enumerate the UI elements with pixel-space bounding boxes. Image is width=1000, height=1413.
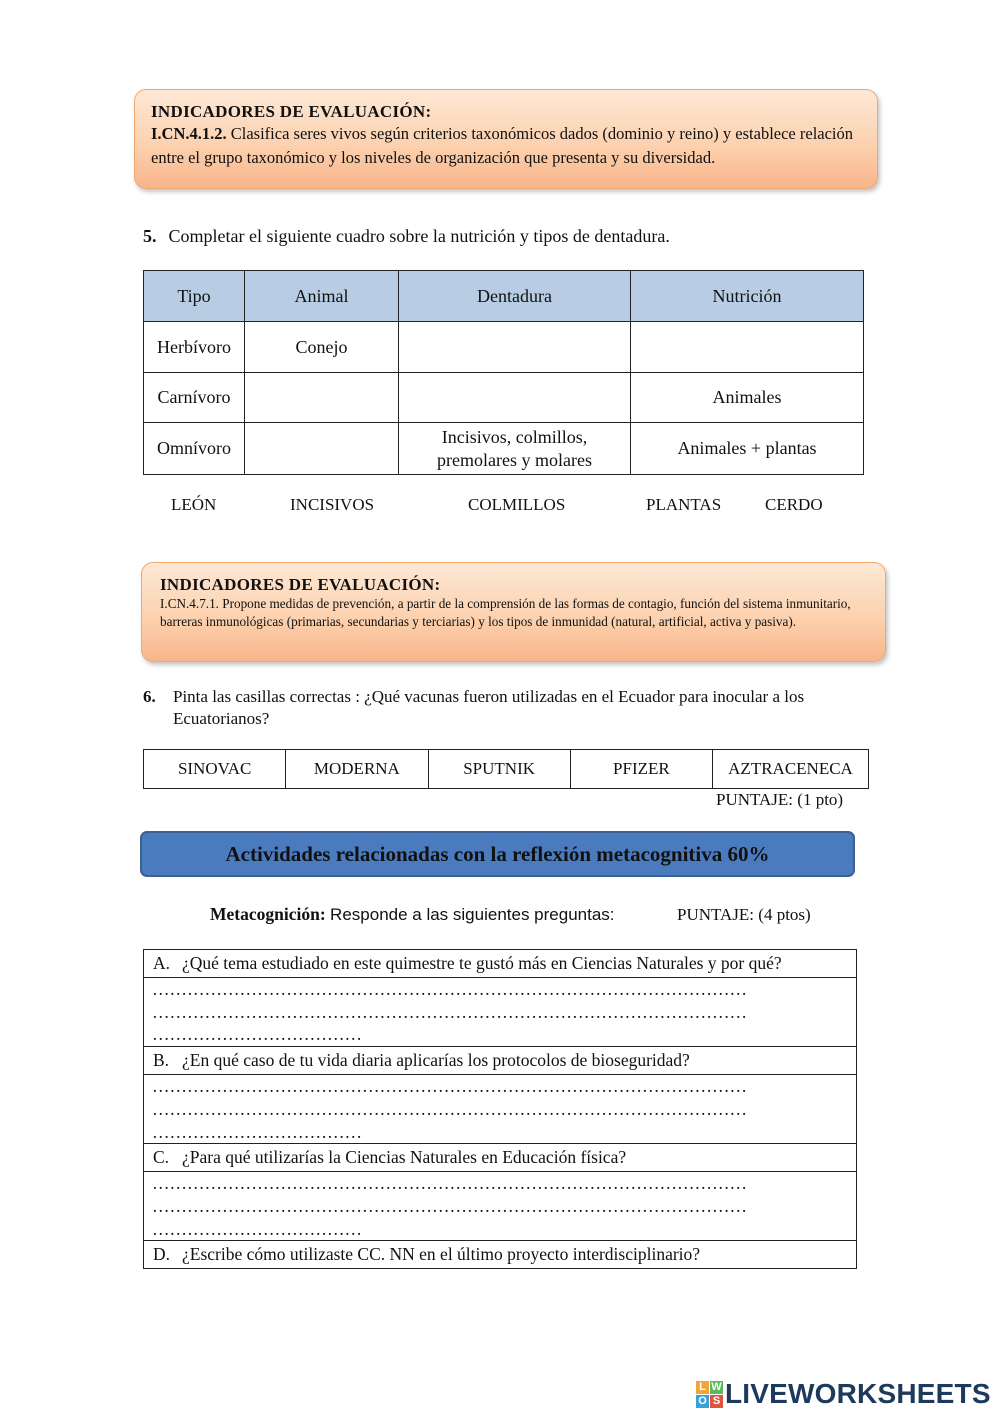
table-cell: Incisivos, colmillos, premolares y molares bbox=[399, 423, 631, 475]
question-letter: D. bbox=[153, 1244, 171, 1265]
metacognition-instruction bbox=[210, 904, 615, 925]
header-cell: Nutrición bbox=[631, 271, 864, 322]
draggable-word[interactable]: CERDO bbox=[765, 495, 823, 514]
instruction-text: Responde a las siguientes preguntas: bbox=[330, 905, 615, 924]
score-label: PUNTAJE: (1 pto) bbox=[716, 790, 844, 809]
vaccine-options bbox=[143, 749, 869, 789]
table-cell: Omnívoro bbox=[144, 423, 245, 475]
answer-cell[interactable] bbox=[631, 322, 864, 373]
table-cell: Animales bbox=[631, 373, 864, 423]
logo-mark-letter: W bbox=[711, 1380, 722, 1393]
section-banner: Actividades relacionadas con la reflexión metacognitiva 60% bbox=[140, 831, 855, 877]
table-row bbox=[144, 423, 864, 475]
answer-area[interactable] bbox=[144, 1172, 856, 1241]
question-letter: B. bbox=[153, 1050, 170, 1071]
vaccine-option[interactable]: AZTRACENECA bbox=[713, 750, 869, 789]
answer-line: ………………………………………………………………………………………… bbox=[152, 1001, 747, 1022]
answer-area[interactable] bbox=[144, 978, 856, 1047]
question-number: 6. bbox=[143, 687, 156, 706]
table-cell: Herbívoro bbox=[144, 322, 245, 373]
answer-line: ………………………………………………………………………………………… bbox=[152, 1098, 747, 1119]
logo-mark-letter: O bbox=[696, 1395, 709, 1408]
header-cell: Animal bbox=[245, 271, 399, 322]
answer-line: ……………………………… bbox=[152, 1218, 362, 1239]
question-number: 5. bbox=[143, 226, 157, 246]
logo-mark-icon bbox=[696, 1381, 723, 1408]
question-row bbox=[144, 1144, 856, 1172]
logo-mark-letter: L bbox=[696, 1381, 709, 1394]
draggable-word[interactable]: LEÓN bbox=[171, 495, 217, 514]
answer-line: ……………………………… bbox=[152, 1121, 362, 1142]
table-cell: Animales + plantas bbox=[631, 423, 864, 475]
table-row bbox=[144, 373, 864, 423]
vaccine-option[interactable]: PFIZER bbox=[570, 750, 712, 789]
question-text: Completar el siguiente cuadro sobre la nutrición y tipos de dentadura. bbox=[168, 226, 670, 246]
question-row bbox=[144, 1047, 856, 1075]
logo-text: LIVEWORKSHEETS bbox=[725, 1378, 991, 1409]
vaccine-option[interactable]: SINOVAC bbox=[144, 750, 286, 789]
answer-line: ………………………………………………………………………………………… bbox=[152, 979, 747, 999]
table-row bbox=[144, 322, 864, 373]
indicator-heading: INDICADORES DE EVALUACIÓN: bbox=[151, 102, 432, 121]
draggable-word[interactable]: PLANTAS bbox=[646, 495, 722, 514]
indicator-description: Clasifica seres vivos según criterios taxonómicos dados (dominio y reino) y establece relación entre el grupo taxonómico y los niveles de organización que presenta y su diversidad. bbox=[151, 124, 854, 167]
question-letter: C. bbox=[153, 1147, 170, 1168]
answer-line: ………………………………………………………………………………………… bbox=[152, 1173, 747, 1194]
answer-cell[interactable] bbox=[399, 373, 631, 423]
draggable-word[interactable]: COLMILLOS bbox=[468, 495, 566, 514]
logo-mark-letter: S bbox=[710, 1395, 723, 1408]
table-cell: Conejo bbox=[245, 322, 399, 373]
answer-line: ……………………………… bbox=[152, 1024, 362, 1045]
metacognition-table bbox=[143, 949, 857, 1269]
answer-cell[interactable] bbox=[245, 373, 399, 423]
vaccine-option[interactable]: MODERNA bbox=[286, 750, 428, 789]
question-text: ¿En qué caso de tu vida diaria aplicarías los protocolos de bioseguridad? bbox=[182, 1050, 690, 1071]
question-row bbox=[144, 950, 856, 978]
table-header-row bbox=[144, 271, 864, 322]
answer-cell[interactable] bbox=[399, 322, 631, 373]
table-cell: Carnívoro bbox=[144, 373, 245, 423]
question-text: ¿Para qué utilizarías la Ciencias Naturales en Educación física? bbox=[182, 1147, 627, 1168]
question-letter: A. bbox=[153, 953, 171, 973]
question-text: Pinta las casillas correctas : ¿Qué vacunas fueron utilizadas en el Ecuador para inocular a los Ecuatorianos? bbox=[173, 687, 805, 728]
answer-cell[interactable] bbox=[245, 423, 399, 475]
answer-line: ………………………………………………………………………………………… bbox=[152, 1195, 747, 1216]
nutrition-table bbox=[143, 270, 864, 475]
indicator-box-1 bbox=[134, 89, 878, 189]
answer-area[interactable] bbox=[144, 1075, 856, 1144]
indicator-text bbox=[151, 122, 861, 170]
vaccine-option[interactable]: SPUTNIK bbox=[428, 750, 570, 789]
indicator-code: I.CN.4.1.2. bbox=[151, 124, 227, 143]
question-6 bbox=[143, 686, 843, 730]
question-5 bbox=[143, 226, 670, 247]
header-cell: Dentadura bbox=[399, 271, 631, 322]
score-label: PUNTAJE: (4 ptos) bbox=[677, 905, 811, 924]
draggable-word[interactable]: INCISIVOS bbox=[290, 495, 375, 514]
header-cell: Tipo bbox=[144, 271, 245, 322]
question-text: ¿Qué tema estudiado en este quimestre te gustó más en Ciencias Naturales y por qué? bbox=[182, 953, 782, 973]
indicator-box-2 bbox=[141, 562, 886, 662]
question-row bbox=[144, 1241, 856, 1268]
metacognition-label: Metacognición: bbox=[210, 904, 326, 924]
liveworksheets-logo bbox=[696, 1378, 991, 1410]
question-text: ¿Escribe cómo utilizaste CC. NN en el último proyecto interdisciplinario? bbox=[182, 1244, 701, 1265]
indicator-description: I.CN.4.7.1. Propone medidas de prevención, a partir de la comprensión de las formas de contagio, función del sistema inmunitario, barreras inmunológicas (primarias, secundarias y terciarias) y los tipos de inmunidad (natural, artificial, activa y pasiva). bbox=[160, 596, 851, 629]
answer-line: ………………………………………………………………………………………… bbox=[152, 1076, 747, 1097]
indicator-heading: INDICADORES DE EVALUACIÓN: bbox=[160, 575, 441, 594]
